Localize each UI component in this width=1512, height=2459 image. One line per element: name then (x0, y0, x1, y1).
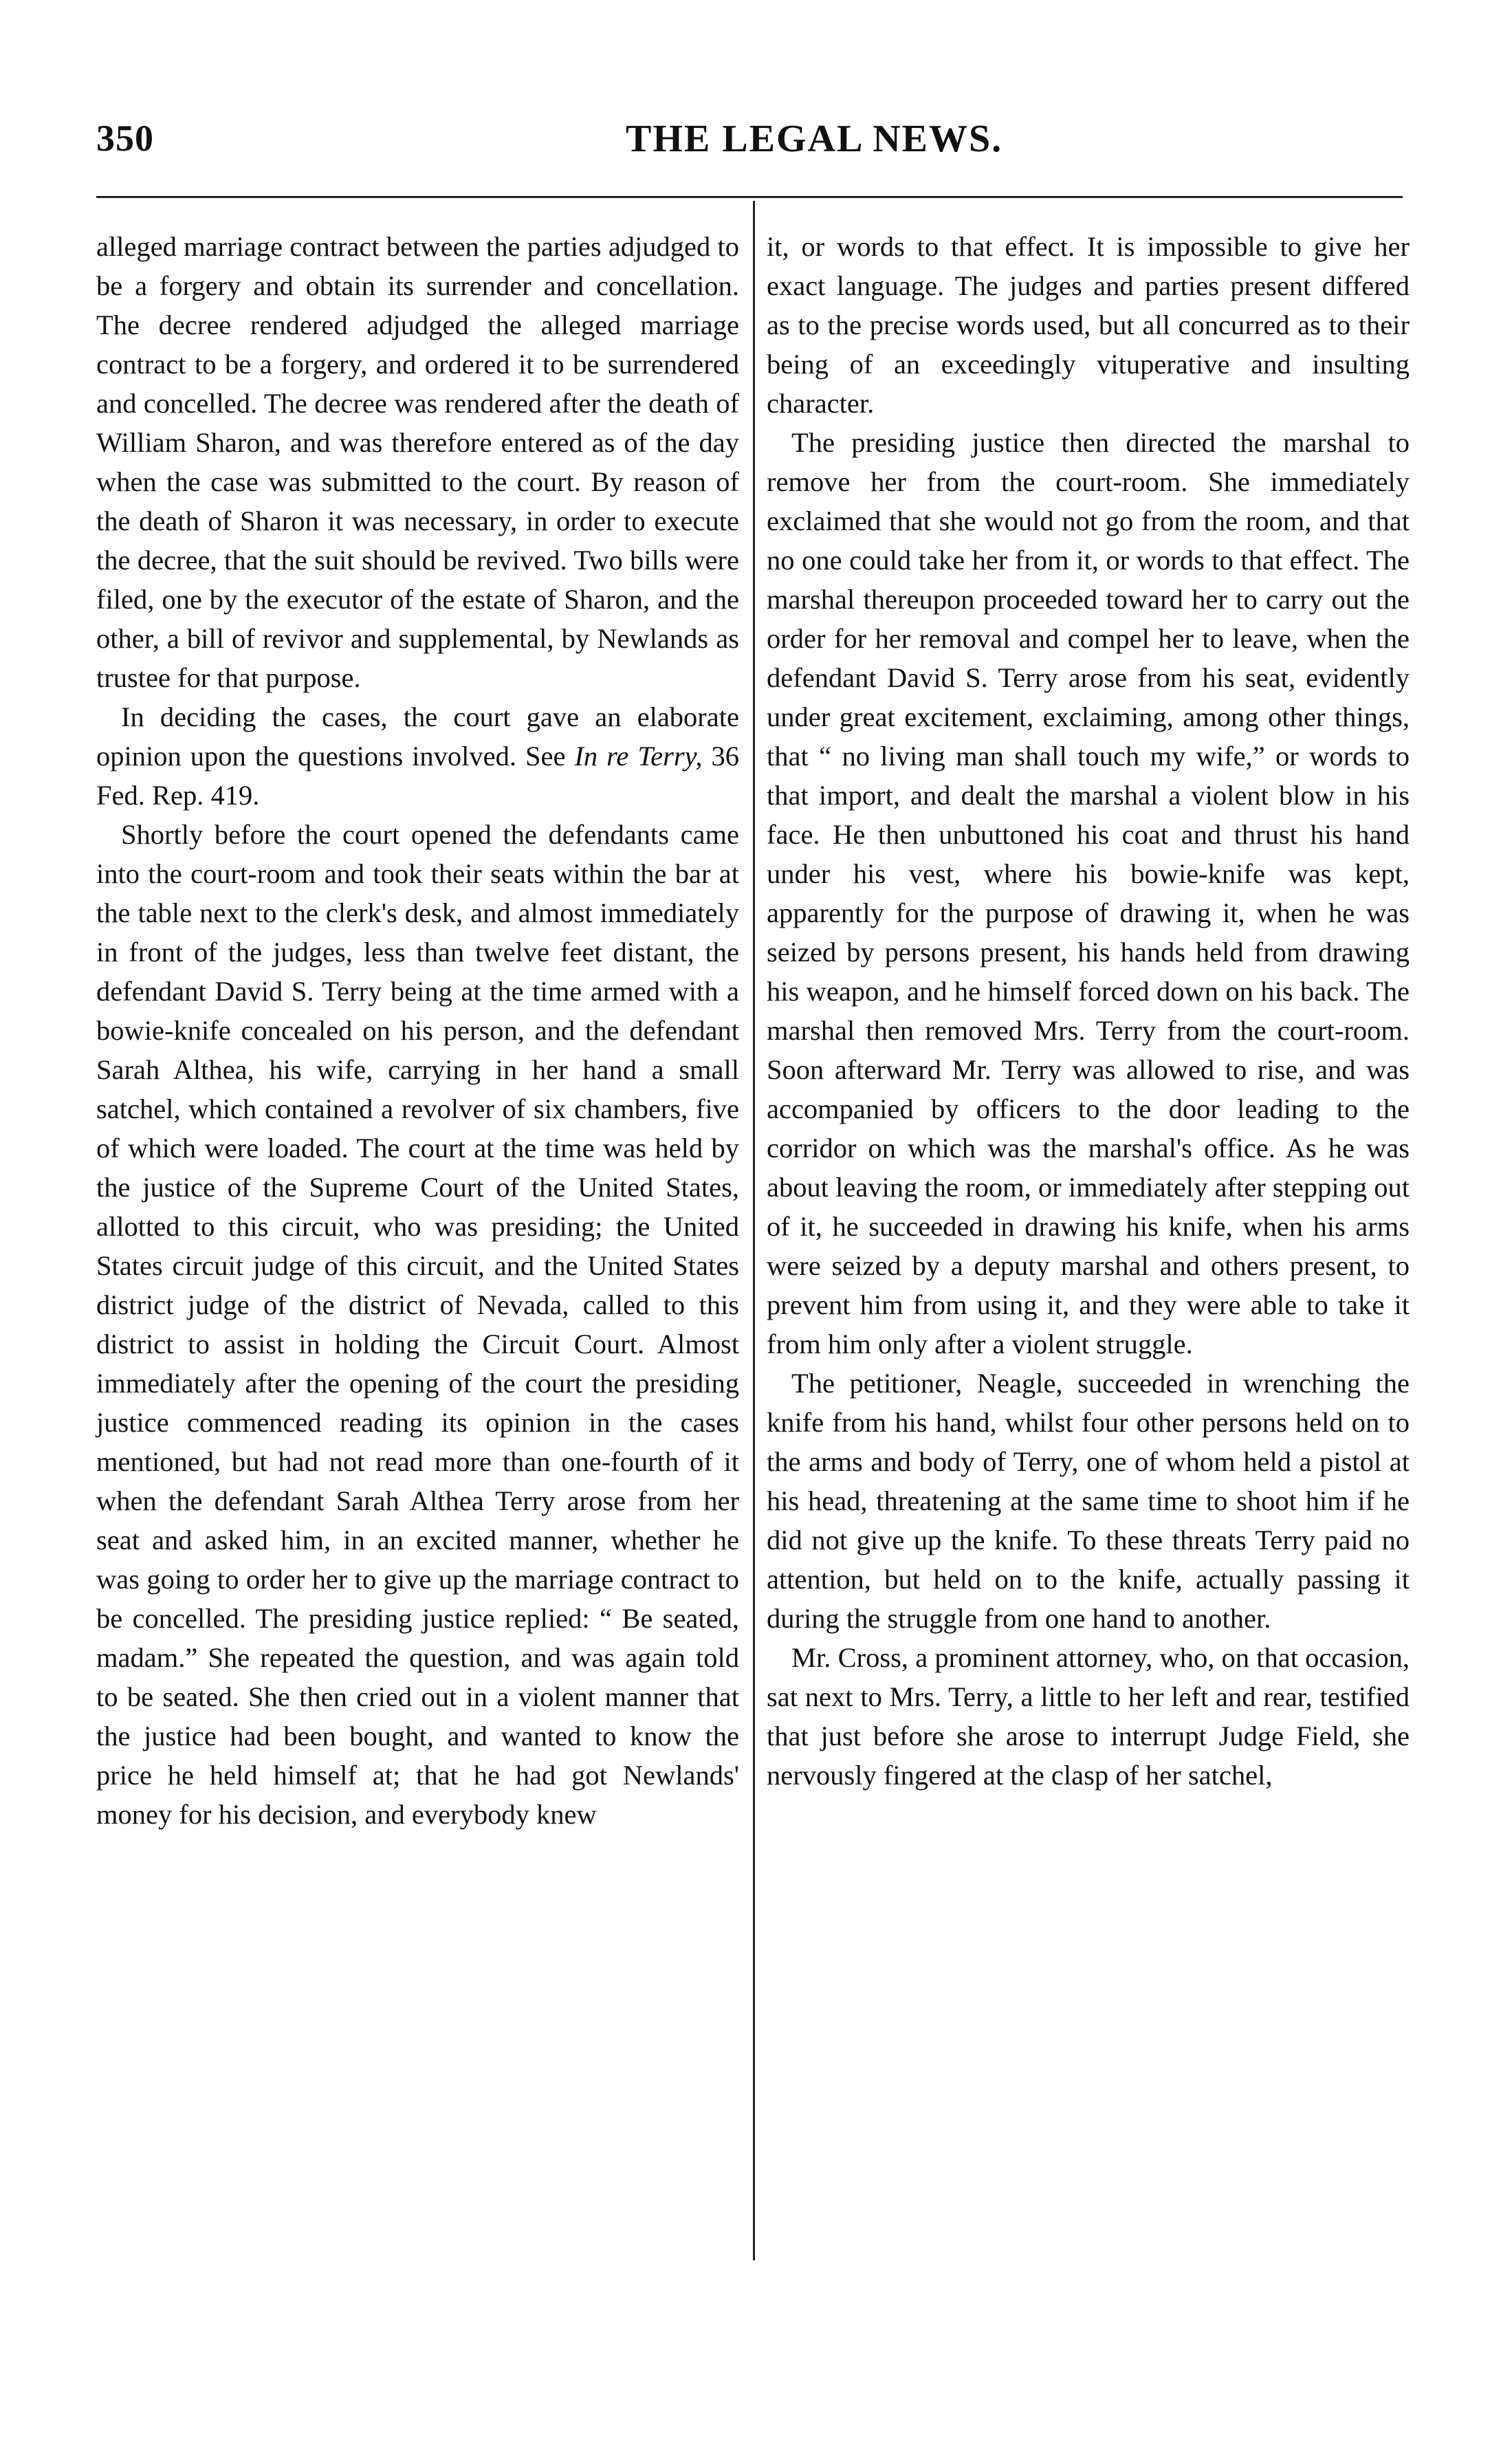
right-column (767, 227, 1410, 1795)
case-citation: In re Terry, (574, 741, 703, 772)
right-paragraph-3: The petitioner, Neagle, succeeded in wrenching the knife from his hand, whilst four other persons held on to the arms and body of Terry, one of whom held a pistol at his head, threatening at the same time to shoot him if he did not give up the knife. To these threats Terry paid no attention, but held on to the knife, actually passing it during the struggle from one hand to another. (767, 1368, 1410, 1634)
header-rule (96, 196, 1403, 198)
left-paragraph-1: alleged marriage contract between the parties adjudged to be a forgery and obtain its surrender and concellation. The decree rendered adjudged the alleged marriage contract to be a forgery, and ordered it to be surrendered and concelled. The decree was rendered after the death of William Sharon, and was therefore entered as of the day when the case was submitted to the court. By reason of the death of Sharon it was necessary, in order to execute the decree, that the suit should be revived. Two bills were filed, one by the executor of the estate of Sharon, and the other, a bill of revivor and supplemental, by Newlands as trustee for that purpose. (96, 231, 739, 693)
left-paragraph-2-ref: 36 Fed. Rep. 419. (96, 741, 739, 811)
page-number: 350 (96, 118, 154, 159)
left-paragraph-2-text: In deciding the cases, the court gave an elaborate opinion upon the questions involved. See (96, 701, 739, 772)
column-divider (753, 201, 755, 2260)
right-paragraph-4: Mr. Cross, a prominent attorney, who, on that occasion, sat next to Mrs. Terry, a little to her left and rear, testified that just before she arose to interrupt Judge Field, she nervously fingered at the clasp of her satchel, (767, 1642, 1410, 1791)
left-paragraph-2 (96, 697, 739, 815)
left-column (96, 227, 739, 1834)
page-header (96, 117, 1416, 172)
left-paragraph-3: Shortly before the court opened the defendants came into the court-room and took their seats within the bar at the table next to the clerk's desk, and almost immediately in front of the judges, less than twelve feet distant, the defendant David S. Terry being at the time armed with a bowie-knife concealed on his person, and the defendant Sarah Althea, his wife, carrying in her hand a small satchel, which contained a revolver of six chambers, five of which were loaded. The court at the time was held by the justice of the Supreme Court of the United States, allotted to this circuit, who was presiding; the United States circuit judge of this circuit, and the United States district judge of the district of Nevada, called to this district to assist in holding the Circuit Court. Almost immediately after the opening of the court the presiding justice commenced reading its opinion in the cases mentioned, but had not read more than one-fourth of it when the defendant Sarah Althea Terry arose from her seat and asked him, in an excited manner, whether he was going to order her to give up the marriage contract to be concelled. The presiding justice replied: “ Be seated, madam.” She repeated the question, and was again told to be seated. She then cried out in a violent manner that the justice had been bought, and wanted to know the price he held himself at; that he had got Newlands' money for his decision, and everybody knew (96, 819, 739, 1830)
right-paragraph-2: The presiding justice then directed the marshal to remove her from the court-room. She immediately exclaimed that she would not go from the room, and that no one could take her from it, or words to that effect. The marshal thereupon proceeded toward her to carry out the order for her removal and compel her to leave, when the defendant David S. Terry arose from his seat, evidently under great excitement, exclaiming, among other things, that “ no living man shall touch my wife,” or words to that import, and dealt the marshal a violent blow in his face. He then unbuttoned his coat and thrust his hand under his vest, where his bowie-knife was kept, apparently for the purpose of drawing it, when he was seized by persons present, his hands held from drawing his weapon, and he himself forced down on his back. The marshal then removed Mrs. Terry from the court-room. Soon afterward Mr. Terry was allowed to rise, and was accompanied by officers to the door leading to the corridor on which was the marshal's office. As he was about leaving the room, or immediately after stepping out of it, he succeeded in drawing his knife, when his arms were seized by a deputy marshal and others present, to prevent him from using it, and they were able to take it from him only after a violent struggle. (767, 427, 1410, 1359)
right-paragraph-1: it, or words to that effect. It is impossible to give her exact language. The judges and parties present differed as to the precise words used, but all concurred as to their being of an exceedingly vituperative and insulting character. (767, 231, 1410, 419)
running-title: THE LEGAL NEWS. (626, 118, 1003, 160)
